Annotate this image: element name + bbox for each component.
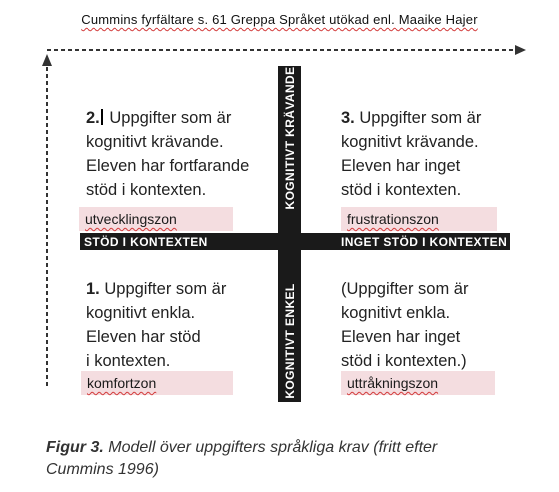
quadrant-4-text: (Uppgifter som är kognitivt enkla. Eleven har inget stöd i kontexten.) xyxy=(341,280,469,370)
quadrant-2-text: 2. Uppgifter som är kognitivt krävande. Eleven har fortfarande stöd i kontexten. xyxy=(86,109,250,199)
text-cursor xyxy=(101,109,103,125)
axis-label-context-support: STÖD I KONTEXTEN xyxy=(84,235,208,249)
quadrant-3-text: 3. Uppgifter som är kognitivt krävande. Eleven har inget stöd i kontexten. xyxy=(341,109,482,199)
axis-label-cognitively-demanding: KOGNITIVT KRÄVANDE xyxy=(282,66,297,210)
axis-label-cognitively-simple: KOGNITIVT ENKEL xyxy=(282,283,297,399)
diagram-title: Cummins fyrfältare s. 61 Greppa Språket utökad enl. Maaike Hajer xyxy=(81,12,478,27)
figure-caption: Figur 3. Modell över uppgifters språkliga krav (fritt efter Cummins 1996) xyxy=(46,439,438,478)
zone-label-frustration: frustrationszon xyxy=(341,207,497,231)
zone-label-comfort: komfortzon xyxy=(81,371,233,395)
quadrant-1-text: 1. Uppgifter som är kognitivt enkla. Eleven har stöd i kontexten. xyxy=(86,280,227,370)
zone-label-boredom: uttråkningszon xyxy=(341,371,495,395)
zone-label-development: utvecklingszon xyxy=(79,207,233,231)
axis-label-no-context-support: INGET STÖD I KONTEXTEN xyxy=(341,235,508,249)
vertical-arrowhead-icon xyxy=(42,54,52,66)
horizontal-arrowhead-icon xyxy=(515,45,526,55)
